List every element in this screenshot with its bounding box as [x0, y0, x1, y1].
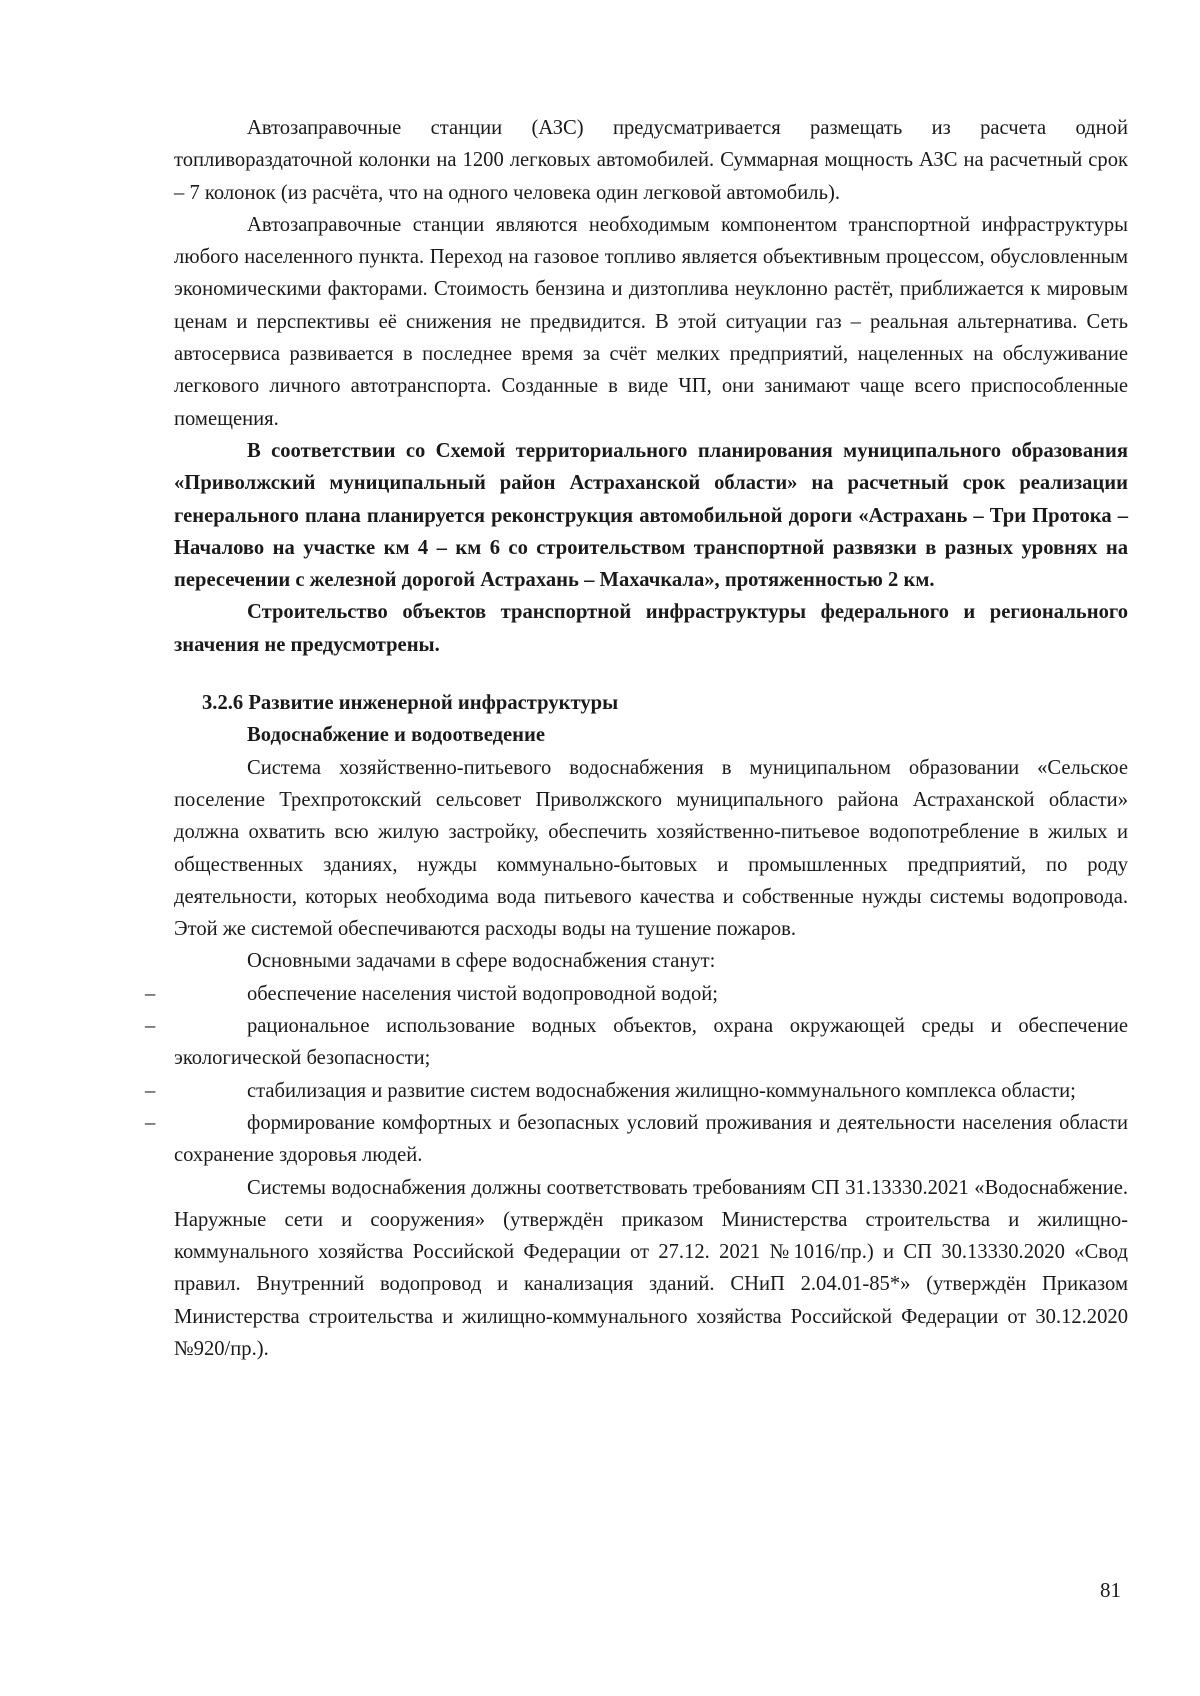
paragraph-gas-stations-infrastructure: Автозаправочные станции являются необходимым компонентом транспортной инфраструктуры любого населенного пункта. Переход на газовое топливо является объективным процессом, обусловленным экономическими факторами. Стоимость бензина и дизтоплива неуклонно растёт, приближается к мировым ценам и перспективы её снижения не предвидится. В этой ситуации газ – реальная альтернатива. Сеть автосервиса развивается в последнее время за счёт мелких предприятий, нацеленных на обслуживание легкового личного автотранспорта. Созданные в виде ЧП, они занимают чаще всего приспособленные помещения.	[174, 213, 1128, 430]
list-dash-marker: –	[145, 1015, 156, 1038]
list-item-text: формирование комфортных и безопасных условий проживания и деятельности населения области сохранение здоровья людей.	[174, 1111, 1128, 1167]
list-item	[145, 1107, 1128, 1172]
page-number: 81	[1100, 1578, 1121, 1602]
subsection-heading: Водоснабжение и водоотведение	[247, 724, 546, 747]
paragraph-federal-infrastructure: Строительство объектов транспортной инфраструктуры федерального и регионального значения не предусмотрены.	[174, 601, 1128, 656]
list-item	[145, 1075, 1128, 1107]
list-dash-marker: –	[145, 1079, 156, 1102]
list-item	[145, 978, 1128, 1010]
paragraph-water-supply-standards: Системы водоснабжения должны соответствовать требованиям СП 31.13330.2021 «Водоснабжение. Наружные сети и сооружения» (утверждён приказом Министерства строительства и жилищно-коммунального хозяйства Российской Федерации от 27.12. 2021 №1016/пр.) и СП 30.13330.2020 «Свод правил. Внутренний водопровод и канализация зданий. СНиП 2.04.01-85*» (утверждён Приказом Министерства строительства и жилищно-коммунального хозяйства Российской Федерации от 30.12.2020 №920/пр.).	[174, 1176, 1128, 1360]
section-heading: 3.2.6 Развитие инженерной инфраструктуры	[202, 692, 619, 715]
list-item-text: рациональное использование водных объектов, охрана окружающей среды и обеспечение экологической безопасности;	[174, 1015, 1128, 1070]
paragraph-water-supply-system: Система хозяйственно-питьевого водоснабжения в муниципальном образовании «Сельское поселение Трехпротокский сельсовет Приволжского муниципального района Астраханской области» должна охватить всю жилую застройку, обеспечить хозяйственно-питьевое водопотребление в жилых и общественных зданиях, нужды коммунально-бытовых и промышленных предприятий, по роду деятельности, которых необходима вода питьевого качества и собственные нужды системы водопровода. Этой же системой обеспечиваются расходы воды на тушение пожаров.	[174, 756, 1128, 941]
paragraph-water-supply-tasks: Основными задачами в сфере водоснабжения станут:	[247, 950, 716, 973]
section-spacer	[174, 661, 1128, 687]
list-dash-marker: –	[145, 1111, 156, 1134]
paragraph-gas-stations-capacity: Автозаправочные станции (АЗС) предусматривается размещать из расчета одной топливораздаточной колонки на 1200 легковых автомобилей. Суммарная мощность АЗС на расчетный срок – 7 колонок (из расчёта, что на одного человека один легковой автомобиль).	[174, 117, 1128, 204]
document-page	[145, 112, 1128, 1365]
list-item-text: стабилизация и развитие систем водоснабжения жилищно-коммунального комплекса области;	[247, 1079, 1076, 1102]
paragraph-road-reconstruction: В соответствии со Схемой территориального планирования муниципального образования «Приволжский муниципальный район Астраханской области» на расчетный срок реализации генерального плана планируется реконструкция автомобильной дороги «Астрахань – Три Протока – Началово на участке км 4 – км 6 со строительством транспортной развязки в разных уровнях на пересечении с железной дорогой Астрахань – Махачкала», протяженностью 2 км.	[174, 439, 1128, 592]
list-dash-marker: –	[145, 982, 156, 1005]
list-item-text: обеспечение населения чистой водопроводной водой;	[247, 982, 718, 1005]
list-item	[145, 1010, 1128, 1075]
